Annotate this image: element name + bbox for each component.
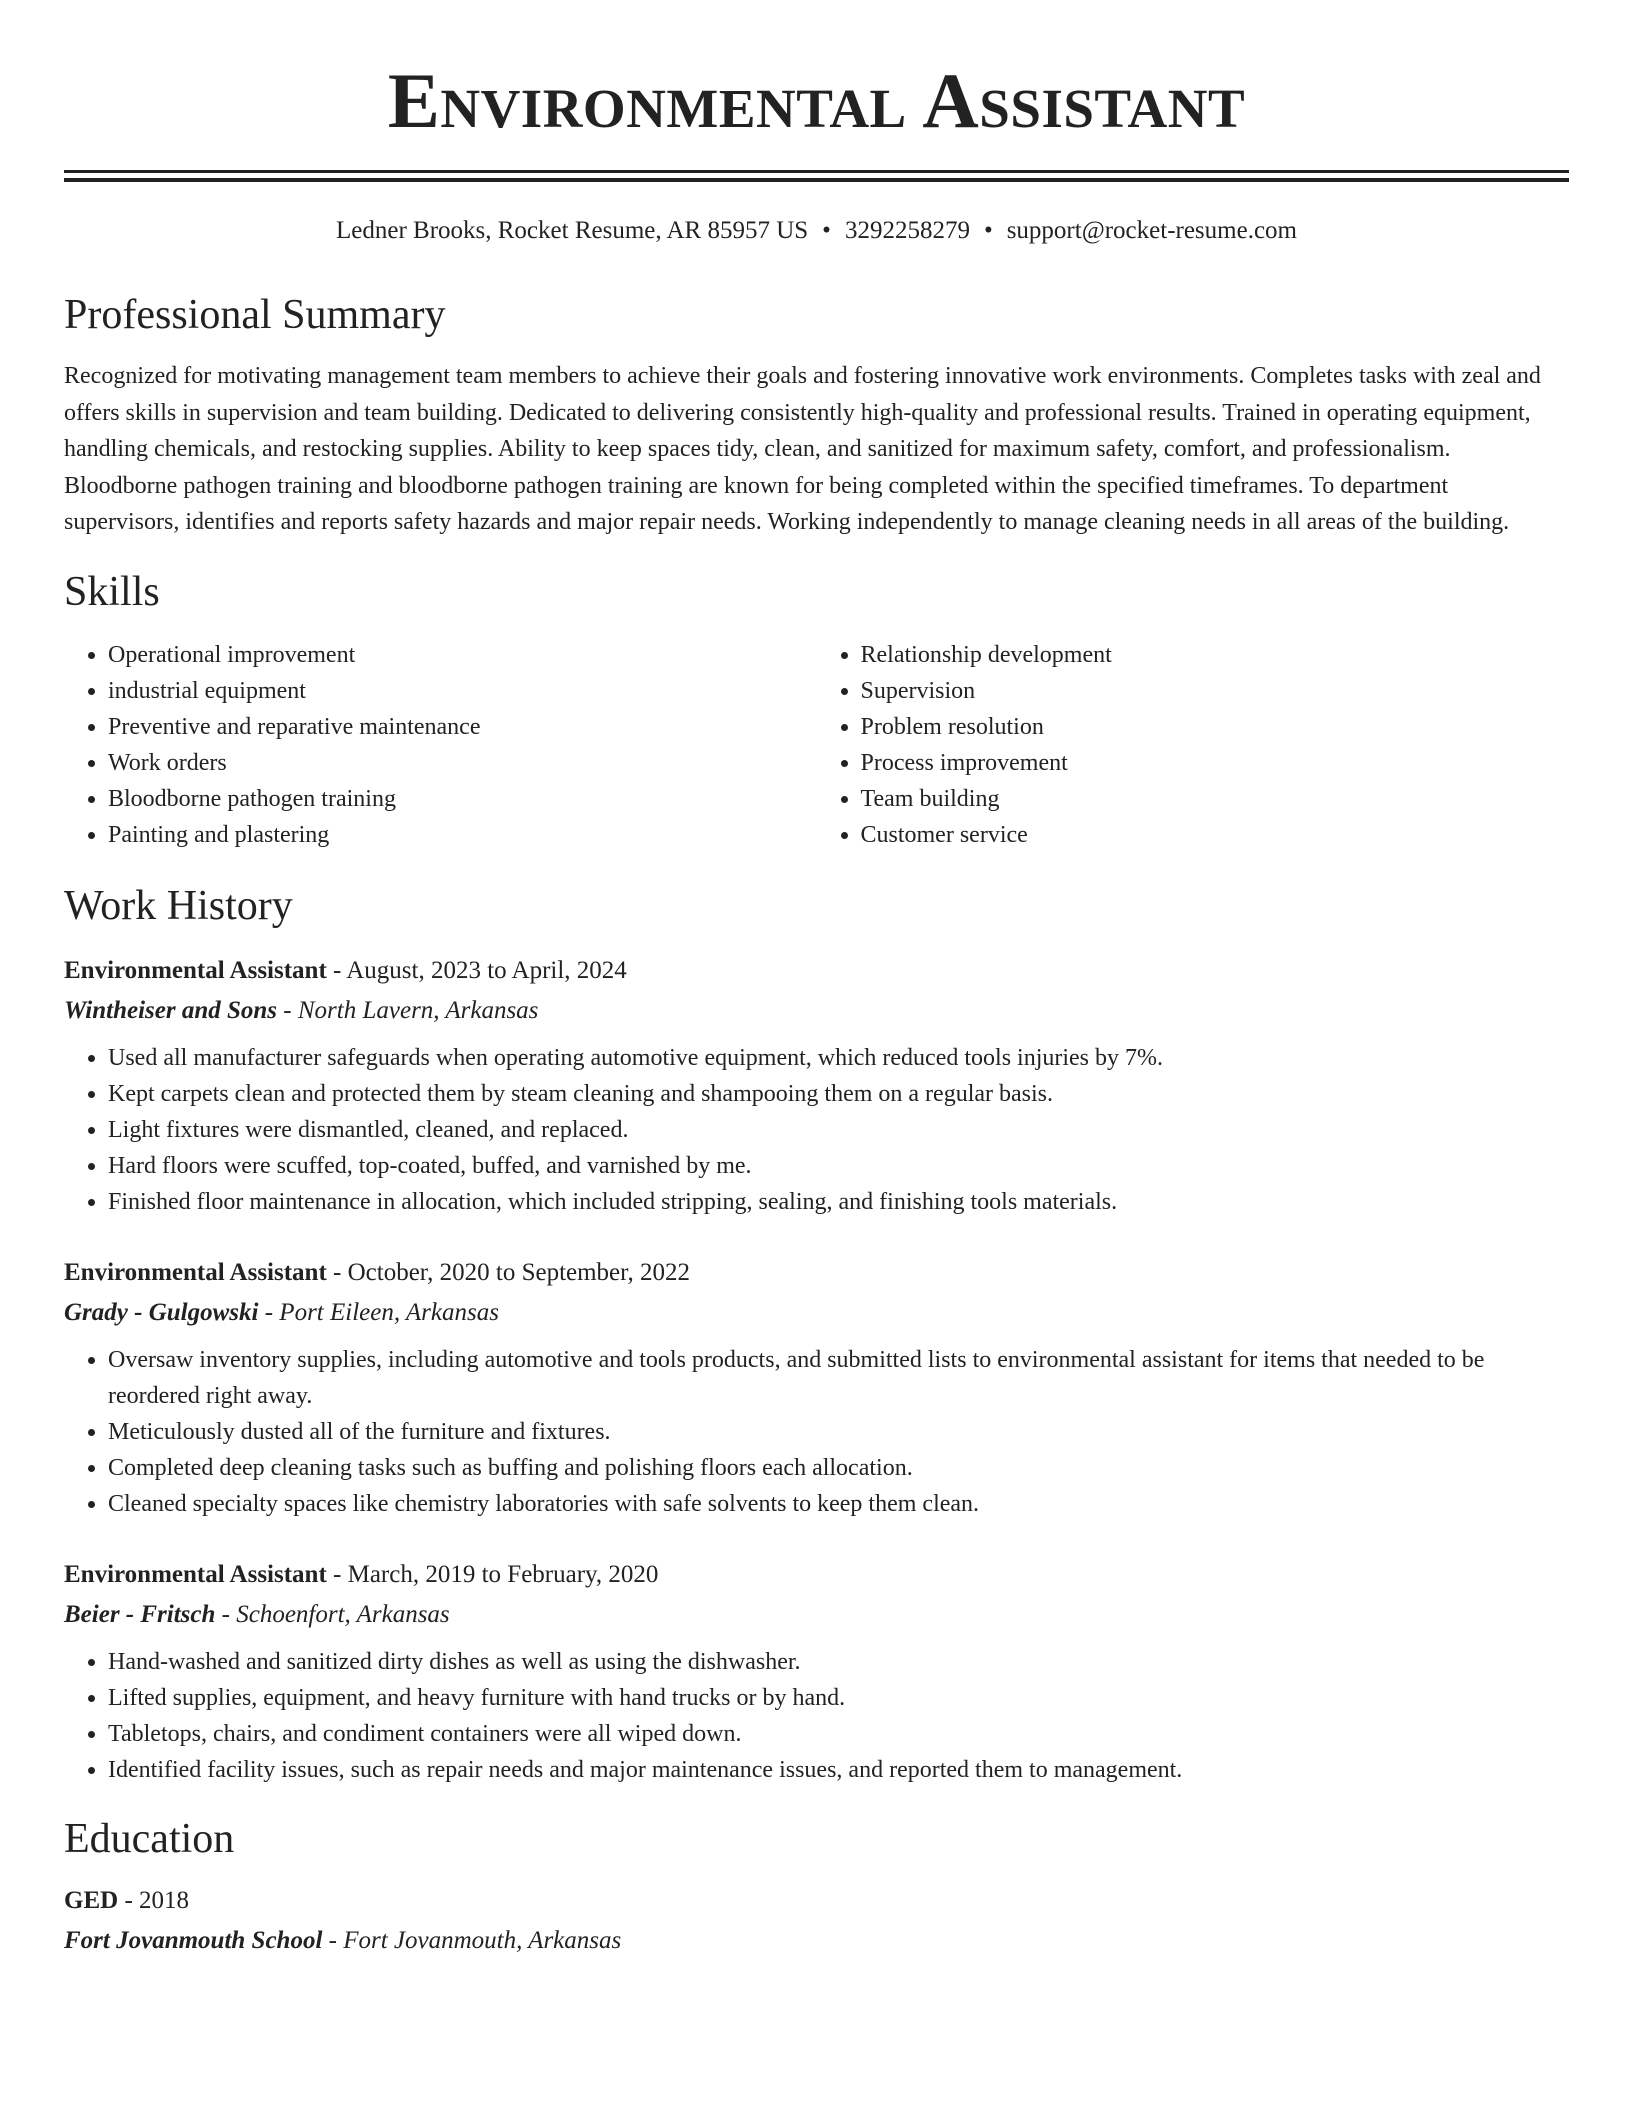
job-dates: - August, 2023 to April, 2024 [326,956,627,984]
job-employer [64,996,1569,1026]
skill-item: • Work orders [108,745,817,781]
job-header [64,956,1569,986]
skill-item: • Bloodborne pathogen training [108,781,817,817]
skill-item: • Process improvement [861,745,1570,781]
job-duties [64,1644,1569,1788]
duty-item: • Finished floor maintenance in allocation, which included stripping, sealing, and finishing tools materials. [108,1184,1569,1220]
company-name: Beier - Fritsch [64,1600,216,1628]
duty-item: • Meticulously dusted all of the furniture and fixtures. [108,1414,1569,1450]
degree-name: GED [64,1887,119,1915]
skills-column-left [64,637,817,853]
duty-item: • Light fixtures were dismantled, cleaned, and replaced. [108,1112,1569,1148]
contact-line [64,216,1569,246]
job-employer [64,1600,1569,1630]
job-employer [64,1298,1569,1328]
work-history-heading: Work History [64,883,293,930]
skills-heading: Skills [64,568,160,615]
duty-item: • Tabletops, chairs, and condiment containers were all wiped down. [108,1716,1569,1752]
job-location: - Schoenfort, Arkansas [215,1600,450,1628]
education-heading: Education [64,1815,235,1862]
job-dates: - March, 2019 to February, 2020 [326,1560,659,1588]
skill-item: • Operational improvement [108,637,817,673]
duty-item: • Completed deep cleaning tasks such as buffing and polishing floors each allocation. [108,1450,1569,1486]
contact-email: support@rocket-resume.com [1006,217,1297,244]
header-divider-thick [64,170,1569,173]
job-title: Environmental Assistant [64,1560,327,1588]
job-location: - North Lavern, Arkansas [277,996,539,1024]
duty-item: • Identified facility issues, such as repair needs and major maintenance issues, and reported them to management. [108,1752,1569,1788]
resume-title: Environmental Assistant [387,57,1246,144]
skill-item: • industrial equipment [108,673,817,709]
job-header [64,1258,1569,1288]
duty-item: • Hard floors were scuffed, top-coated, buffed, and varnished by me. [108,1148,1569,1184]
duty-item: • Cleaned specialty spaces like chemistry laboratories with safe solvents to keep them clean. [108,1486,1569,1522]
skills-column-right [817,637,1570,853]
summary-heading: Professional Summary [64,292,446,338]
contact-address: Ledner Brooks, Rocket Resume, AR 85957 US [335,217,809,244]
school-location: - Fort Jovanmouth, Arkansas [322,1927,622,1955]
job-entry [64,956,1569,1220]
duty-item: • Lifted supplies, equipment, and heavy furniture with hand trucks or by hand. [108,1680,1569,1716]
resume-page [64,0,1569,1956]
company-name: Grady - Gulgowski [64,1298,259,1326]
summary-text: Recognized for motivating management team members to achieve their goals and fostering innovative work environments. Completes tasks with zeal and offers skills in supervision and team building. Dedicated to delivering consistently high-quality and professional results. Trained in operating equipment, handling chemicals, and restocking supplies. Ability to keep spaces tidy, clean, and sanitized for maximum safety, comfort, and professionalism. Bloodborne pathogen training and bloodborne pathogen training are known for being completed within the specified timeframes. To department supervisors, identifies and reports safety hazards and major repair needs. Working independently to manage cleaning needs in all areas of the building. [64,363,1541,536]
skill-item: • Problem resolution [861,709,1570,745]
education-school-line [64,1926,1569,1956]
duty-item: • Kept carpets clean and protected them by steam cleaning and shampooing them on a regular basis. [108,1076,1569,1112]
duty-item: • Oversaw inventory supplies, including automotive and tools products, and submitted lists to environmental assistant for items that needed to be reordered right away. [108,1342,1569,1414]
skill-item: • Preventive and reparative maintenance [108,709,817,745]
job-entry [64,1560,1569,1788]
skill-item: • Customer service [861,817,1570,853]
education-degree-line [64,1886,1569,1916]
company-name: Wintheiser and Sons [64,996,278,1024]
job-entry [64,1258,1569,1522]
job-title: Environmental Assistant [64,956,327,984]
contact-phone: 3292258279 [844,217,970,244]
header-divider-thin [64,178,1569,182]
bullet-separator: • [822,217,831,244]
job-location: - Port Eileen, Arkansas [258,1298,499,1326]
job-duties [64,1040,1569,1220]
graduation-year: - 2018 [118,1887,190,1915]
duty-item: • Used all manufacturer safeguards when operating automotive equipment, which reduced tools injuries by 7%. [108,1040,1569,1076]
job-title: Environmental Assistant [64,1258,327,1286]
skills-list [64,637,1569,853]
duty-item: • Hand-washed and sanitized dirty dishes as well as using the dishwasher. [108,1644,1569,1680]
skill-item: • Painting and plastering [108,817,817,853]
school-name: Fort Jovanmouth School [64,1927,323,1955]
skill-item: • Team building [861,781,1570,817]
skill-item: • Relationship development [861,637,1570,673]
job-dates: - October, 2020 to September, 2022 [326,1258,690,1286]
job-header [64,1560,1569,1590]
job-duties [64,1342,1569,1522]
skill-item: • Supervision [861,673,1570,709]
bullet-separator: • [983,217,993,244]
